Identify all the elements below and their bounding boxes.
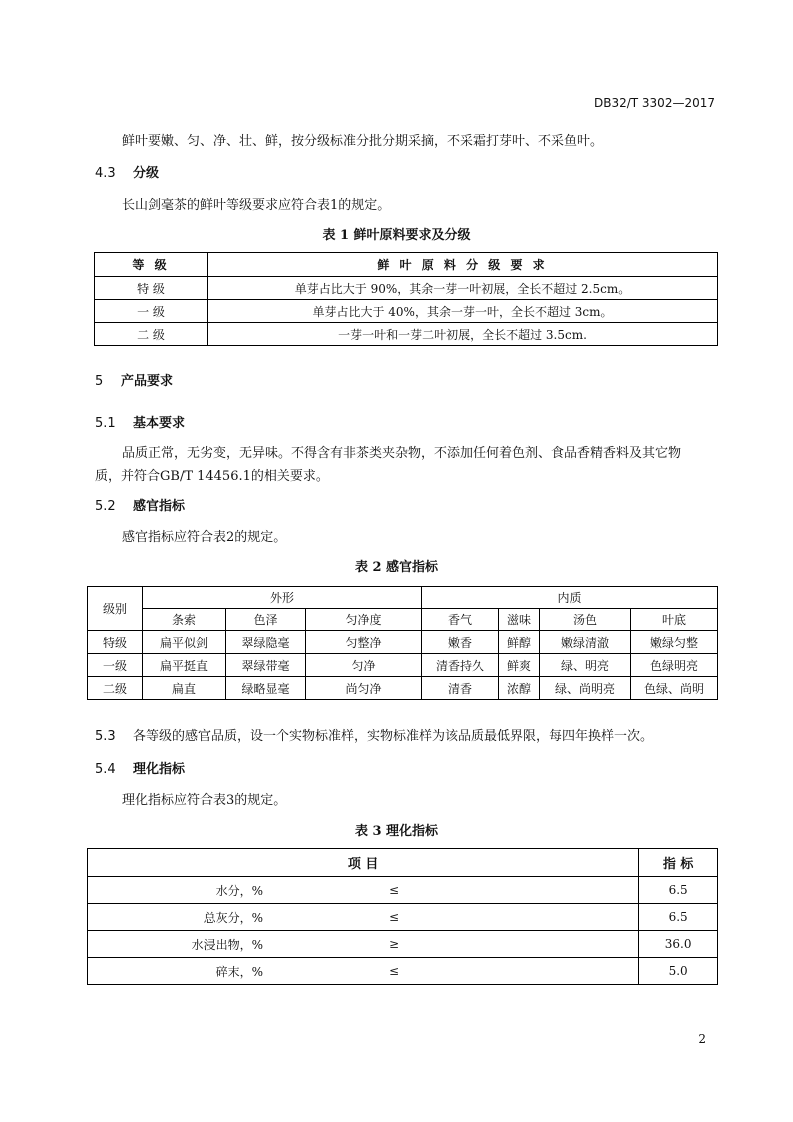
table3: [87, 848, 718, 985]
section-number: 5.2: [95, 499, 116, 514]
section-number: 5: [95, 374, 104, 389]
table2-cell: 匀整净: [306, 631, 422, 654]
section-5-heading: [95, 370, 173, 389]
table2-cell: 扁平似剑: [143, 631, 226, 654]
table1-grade: 二 级: [95, 323, 208, 346]
section-4-3-text: 长山剑毫茶的鲜叶等级要求应符合表1的规定。: [122, 198, 391, 213]
section-number: 4.3: [95, 166, 116, 181]
table3-item: 碎末，%: [88, 958, 334, 985]
table-row: [88, 631, 718, 654]
table-row: [95, 277, 718, 300]
table2-cell: 尚匀净: [306, 677, 422, 700]
table1-header-grade: 等 级: [95, 253, 208, 277]
section-title: 感官指标: [133, 499, 186, 514]
doc-code-header: DB32/T 3302—2017: [593, 96, 715, 110]
table1: [94, 252, 718, 346]
table2-cell: 扁平挺直: [143, 654, 226, 677]
table2-caption: 表 2 感官指标: [354, 560, 439, 575]
section-5-1-line2: 质，并符合GB/T 14456.1的相关要求。: [95, 469, 329, 484]
section-5-4-text: 理化指标应符合表3的规定。: [122, 793, 287, 808]
table2-subheader: 条索: [143, 609, 226, 631]
table3-item: 水分，%: [88, 877, 334, 904]
table-row: [95, 300, 718, 323]
section-5-1-line1: 品质正常，无劣变，无异味。不得含有非茶类夹杂物，不添加任何着色剂、食品香精香料及其它物: [122, 446, 682, 461]
section-5-1-heading: [95, 412, 185, 431]
page-number: 2: [698, 1032, 706, 1046]
section-title: 分级: [133, 166, 160, 181]
table2-cell: 翠绿隐毫: [226, 631, 306, 654]
table1-header-req: 鲜 叶 原 料 分 级 要 求: [208, 253, 718, 277]
section-5-4-heading: [95, 758, 185, 777]
table1-grade: 一 级: [95, 300, 208, 323]
table-row: [88, 677, 718, 700]
section-number: 5.3: [95, 729, 116, 744]
table3-operator: ≤: [333, 877, 639, 904]
table3-header-value: 指 标: [639, 849, 718, 877]
section-title: 基本要求: [133, 416, 186, 431]
table2-grade: 二级: [88, 677, 143, 700]
table2-cell: 绿略显毫: [226, 677, 306, 700]
table-row: [88, 654, 718, 677]
table2-subheader: 色泽: [226, 609, 306, 631]
table2-cell: 嫩绿清澈: [540, 631, 631, 654]
table2-cell: 清香持久: [422, 654, 499, 677]
table3-item: 总灰分，%: [88, 904, 334, 931]
table2-header-outer: 外形: [143, 587, 422, 609]
table2-grade: 一级: [88, 654, 143, 677]
table3-header-item: 项 目: [88, 849, 639, 877]
table2-header-grade: 级别: [88, 587, 143, 631]
table-row: [88, 931, 718, 958]
table-row: [95, 323, 718, 346]
table2-cell: 浓醇: [499, 677, 540, 700]
table2-cell: 绿、尚明亮: [540, 677, 631, 700]
table2-subheader: 匀净度: [306, 609, 422, 631]
table2-cell: 色绿明亮: [631, 654, 718, 677]
table3-caption: 表 3 理化指标: [354, 824, 439, 839]
table2-cell: 鲜爽: [499, 654, 540, 677]
section-5-3-paragraph: [95, 725, 653, 744]
table-row: [88, 958, 718, 985]
table2-cell: 嫩绿匀整: [631, 631, 718, 654]
table2: [87, 586, 718, 700]
section-5-3-text: 各等级的感官品质，设一个实物标准样，实物标准样为该品质最低界限，每四年换样一次。: [133, 729, 654, 744]
table2-cell: 清香: [422, 677, 499, 700]
table3-operator: ≥: [333, 931, 639, 958]
section-5-2-heading: [95, 495, 185, 514]
table3-operator: ≤: [333, 904, 639, 931]
table2-subheader: 香气: [422, 609, 499, 631]
section-5-2-text: 感官指标应符合表2的规定。: [122, 530, 287, 545]
table3-operator: ≤: [333, 958, 639, 985]
section-number: 5.1: [95, 416, 116, 431]
section-number: 5.4: [95, 762, 116, 777]
section-4-3-heading: [95, 162, 159, 181]
table1-req: 单芽占比大于 90%，其余一芽一叶初展，全长不超过 2.5cm。: [208, 277, 718, 300]
table1-caption: 表 1 鲜叶原料要求及分级: [322, 228, 471, 243]
section-title: 产品要求: [121, 374, 174, 389]
section-title: 理化指标: [133, 762, 186, 777]
table2-subheader: 叶底: [631, 609, 718, 631]
table1-req: 一芽一叶和一芽二叶初展，全长不超过 3.5cm.: [208, 323, 718, 346]
table2-cell: 翠绿带毫: [226, 654, 306, 677]
table2-header-inner: 内质: [422, 587, 718, 609]
table2-subheader: 汤色: [540, 609, 631, 631]
table2-cell: 鲜醇: [499, 631, 540, 654]
intro-paragraph: 鲜叶要嫩、匀、净、壮、鲜，按分级标准分批分期采摘，不采霜打芽叶、不采鱼叶。: [122, 134, 604, 149]
table-row: [88, 904, 718, 931]
table2-cell: 绿、明亮: [540, 654, 631, 677]
table1-grade: 特 级: [95, 277, 208, 300]
table2-subheader: 滋味: [499, 609, 540, 631]
table3-item: 水浸出物，%: [88, 931, 334, 958]
table3-value: 6.5: [639, 877, 718, 904]
table2-cell: 色绿、尚明: [631, 677, 718, 700]
table2-grade: 特级: [88, 631, 143, 654]
table-row: [88, 877, 718, 904]
table2-cell: 嫩香: [422, 631, 499, 654]
table2-cell: 匀净: [306, 654, 422, 677]
table3-value: 6.5: [639, 904, 718, 931]
table3-value: 36.0: [639, 931, 718, 958]
table1-req: 单芽占比大于 40%，其余一芽一叶，全长不超过 3cm。: [208, 300, 718, 323]
table2-cell: 扁直: [143, 677, 226, 700]
table3-value: 5.0: [639, 958, 718, 985]
